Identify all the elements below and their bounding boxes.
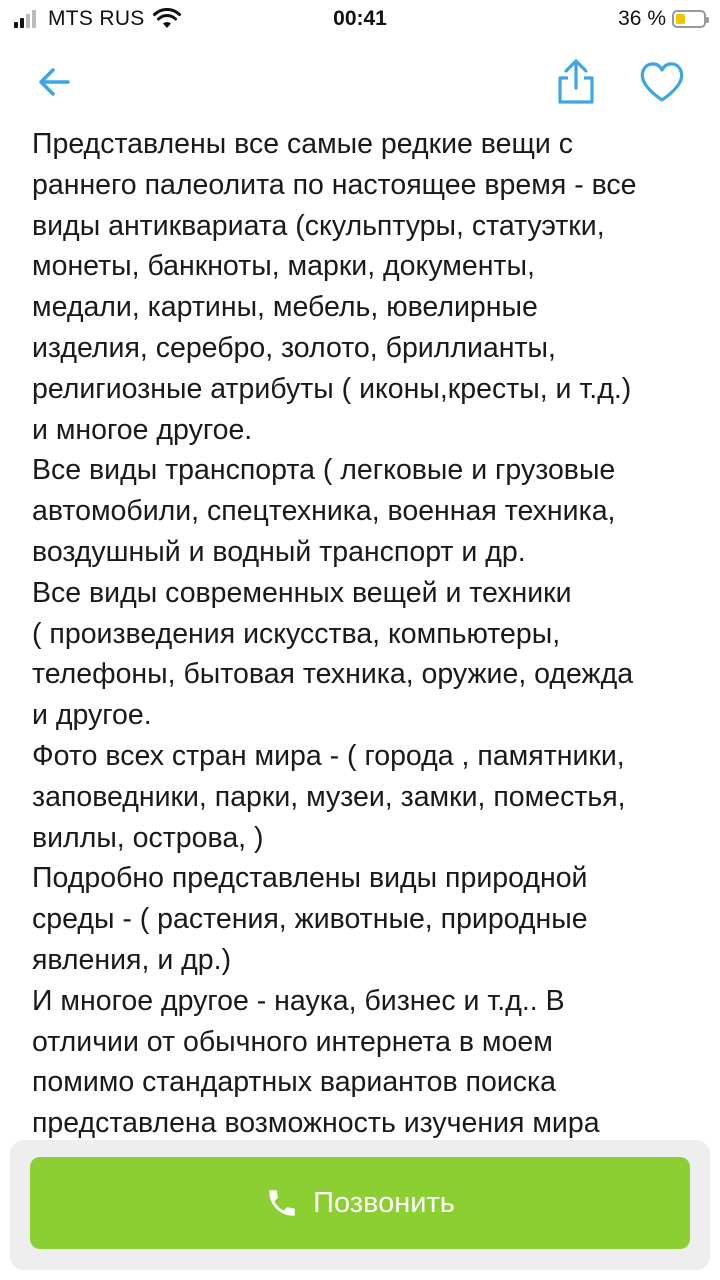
heart-icon	[638, 60, 686, 104]
favorite-button[interactable]	[636, 56, 688, 108]
description-line: изделия, серебро, золото, бриллианты,	[32, 331, 556, 364]
battery-icon	[672, 10, 706, 28]
description-line: представлена возможность изучения мира	[32, 1107, 600, 1140]
description-line: И многое другое - наука, бизнес и т.д.. В	[32, 984, 565, 1017]
battery-percent: 36 %	[618, 7, 666, 30]
description-line: и другое.	[32, 699, 152, 732]
phone-icon	[265, 1186, 299, 1220]
description-line: ( произведения искусства, компьютеры,	[32, 617, 561, 650]
back-button[interactable]	[28, 56, 80, 108]
description-line: Представлены все самые редкие вещи с	[32, 128, 573, 160]
clock: 00:41	[333, 7, 387, 30]
header-bar	[0, 50, 720, 120]
description-line: отличии от обычного интернета в моем	[32, 1025, 553, 1058]
description-line: помимо стандартных вариантов поиска	[32, 1066, 556, 1099]
description-line: и многое другое.	[32, 413, 253, 446]
description-line: заповедники, парки, музеи, замки, поместья,	[32, 780, 626, 813]
description-line: среды - ( растения, животные, природные	[32, 903, 588, 936]
description-line: Подробно представлены виды природной	[32, 862, 588, 895]
description-line: телефоны, бытовая техника, оружие, одежда	[32, 658, 634, 691]
description-line: автомобили, спецтехника, военная техника,	[32, 495, 616, 528]
description-line: виллы, острова, )	[32, 821, 264, 854]
description-line: религиозные атрибуты ( иконы,кресты, и т.д.)	[32, 372, 632, 405]
call-button[interactable]	[30, 1157, 690, 1249]
description-line: явления, и др.)	[32, 943, 232, 976]
status-right	[618, 7, 706, 31]
description-line: Все виды современных вещей и техники	[32, 576, 572, 609]
arrow-left-icon	[34, 62, 74, 102]
description-line: медали, картины, мебель, ювелирные	[32, 291, 538, 324]
listing-description	[32, 124, 702, 1144]
description-line: монеты, банкноты, марки, документы,	[32, 250, 535, 283]
share-button[interactable]	[550, 56, 602, 108]
share-icon	[554, 58, 598, 106]
description-line: Фото всех стран мира - ( города , памятники,	[32, 739, 625, 772]
description-line: воздушный и водный транспорт и др.	[32, 535, 526, 568]
carrier-name: MTS RUS	[48, 7, 145, 30]
status-bar	[0, 0, 720, 40]
description-line: раннего палеолита по настоящее время - все	[32, 168, 637, 201]
call-button-label: Позвонить	[313, 1186, 455, 1219]
battery-fill	[676, 14, 685, 24]
description-line: виды антиквариата (скульптуры, статуэтки,	[32, 209, 605, 242]
description-line: Все виды транспорта ( легковые и грузовые	[32, 454, 616, 487]
call-panel	[10, 1140, 710, 1270]
